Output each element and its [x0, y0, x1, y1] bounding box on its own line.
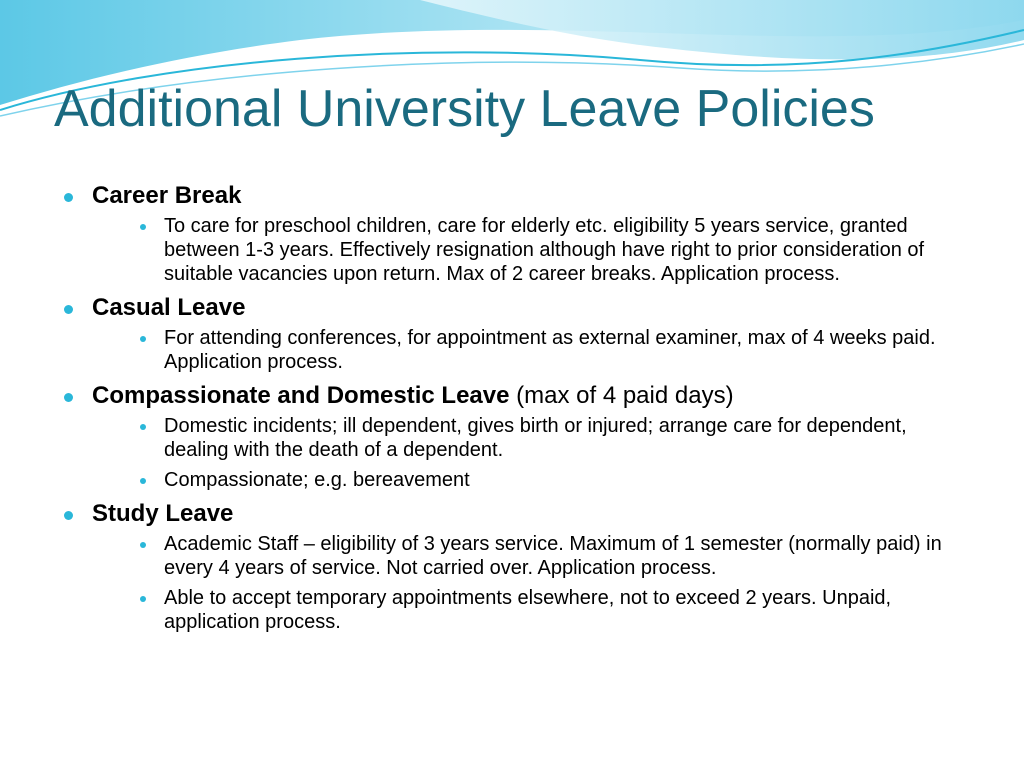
bullet-icon — [140, 596, 146, 602]
sub-bullet — [164, 532, 954, 580]
sub-bullet-text: Domestic incidents; ill dependent, gives birth or injured; arrange care for dependent, dealing with the death of a dependent. — [164, 415, 907, 461]
bullet-icon — [64, 393, 73, 402]
section-study-leave — [62, 498, 962, 530]
sub-bullet — [164, 326, 954, 374]
sub-bullet — [164, 214, 954, 286]
sub-bullet — [164, 468, 954, 492]
section-heading: Career Break — [92, 182, 242, 209]
sub-bullet-text: To care for preschool children, care for elderly etc. eligibility 5 years service, granted between 1-3 years. Effectively resignation although have right to prior consideration of suitable vacancies upon return. Max of 2 career breaks. Application process. — [164, 215, 925, 285]
bullet-icon — [140, 424, 146, 430]
bullet-icon — [64, 193, 73, 202]
slide-title: Additional University Leave Policies — [54, 80, 875, 138]
section-heading: Casual Leave — [92, 294, 246, 321]
bullet-icon — [140, 542, 146, 548]
bullet-icon — [140, 336, 146, 342]
sub-bullet-text: For attending conferences, for appointment as external examiner, max of 4 weeks paid. Application process. — [164, 327, 936, 373]
section-heading: Study Leave — [92, 500, 234, 527]
section-casual-leave — [62, 292, 962, 324]
sub-bullet-text: Academic Staff – eligibility of 3 years service. Maximum of 1 semester (normally paid) in every 4 years of service. Not carried over. Application process. — [164, 533, 942, 579]
bullet-icon — [64, 305, 73, 314]
sub-bullet-text: Compassionate; e.g. bereavement — [164, 469, 470, 491]
section-heading: Compassionate and Domestic Leave — [92, 382, 510, 409]
section-compassionate-leave — [62, 380, 962, 412]
sub-bullet — [164, 414, 954, 462]
bullet-list — [62, 180, 962, 640]
sub-bullet-text: Able to accept temporary appointments elsewhere, not to exceed 2 years. Unpaid, application process. — [164, 587, 892, 633]
section-career-break — [62, 180, 962, 212]
section-heading-suffix: (max of 4 paid days) — [509, 382, 734, 409]
bullet-icon — [64, 511, 73, 520]
bullet-icon — [140, 478, 146, 484]
bullet-icon — [140, 224, 146, 230]
sub-bullet — [164, 586, 954, 634]
